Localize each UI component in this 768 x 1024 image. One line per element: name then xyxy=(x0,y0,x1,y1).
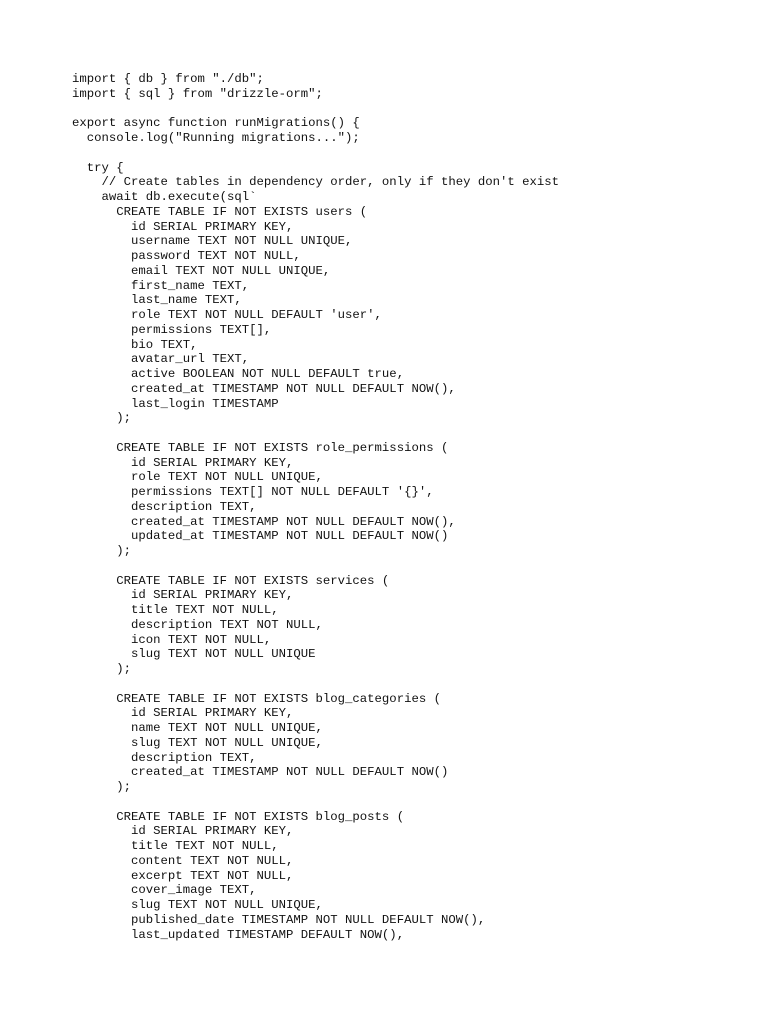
code-line: last_updated TIMESTAMP DEFAULT NOW(), xyxy=(72,927,405,942)
code-line: slug TEXT NOT NULL UNIQUE, xyxy=(72,735,323,750)
code-line: last_name TEXT, xyxy=(72,293,242,308)
code-line: role TEXT NOT NULL UNIQUE, xyxy=(72,470,323,485)
code-line: CREATE TABLE IF NOT EXISTS blog_posts ( xyxy=(72,809,405,824)
code-line xyxy=(72,559,559,574)
code-line: ); xyxy=(72,544,132,558)
code-line: CREATE TABLE IF NOT EXISTS role_permissions ( xyxy=(72,440,449,455)
code-line: // Create tables in dependency order, only if they don't exist xyxy=(72,175,560,190)
code-line: avatar_url TEXT, xyxy=(72,352,250,367)
code-line: import { sql } from "drizzle-orm"; xyxy=(72,86,323,101)
code-line xyxy=(72,102,559,117)
code-line: ); xyxy=(72,411,132,426)
code-line xyxy=(72,146,559,161)
code-line xyxy=(72,677,559,692)
code-line: export async function runMigrations() { xyxy=(72,116,360,131)
code-line: role TEXT NOT NULL DEFAULT 'user', xyxy=(72,308,382,322)
code-line: updated_at TIMESTAMP NOT NULL DEFAULT NOW() xyxy=(72,529,449,544)
code-line: excerpt TEXT NOT NULL, xyxy=(72,868,294,883)
code-listing xyxy=(72,72,559,942)
code-line: name TEXT NOT NULL UNIQUE, xyxy=(72,721,323,735)
code-line: await db.execute(sql` xyxy=(72,190,257,204)
code-line: id SERIAL PRIMARY KEY, xyxy=(72,824,294,839)
code-line: created_at TIMESTAMP NOT NULL DEFAULT NOW(), xyxy=(72,514,456,529)
code-line: title TEXT NOT NULL, xyxy=(72,603,279,617)
code-line: description TEXT NOT NULL, xyxy=(72,617,323,632)
code-line: permissions TEXT[], xyxy=(72,322,272,337)
code-line xyxy=(72,795,559,810)
code-line: published_date TIMESTAMP NOT NULL DEFAULT NOW(), xyxy=(72,912,486,927)
code-line: CREATE TABLE IF NOT EXISTS blog_categories ( xyxy=(72,691,441,706)
code-line: slug TEXT NOT NULL UNIQUE xyxy=(72,647,316,662)
code-line: ); xyxy=(72,662,132,676)
code-line xyxy=(72,426,559,441)
code-line: CREATE TABLE IF NOT EXISTS services ( xyxy=(72,573,390,588)
code-line: permissions TEXT[] NOT NULL DEFAULT '{}', xyxy=(72,485,434,499)
code-line: id SERIAL PRIMARY KEY, xyxy=(72,455,294,470)
code-line: created_at TIMESTAMP NOT NULL DEFAULT NOW() xyxy=(72,765,449,780)
code-line: title TEXT NOT NULL, xyxy=(72,839,279,853)
code-line: content TEXT NOT NULL, xyxy=(72,853,294,868)
code-line: ); xyxy=(72,780,132,794)
code-line: active BOOLEAN NOT NULL DEFAULT true, xyxy=(72,367,405,381)
code-line: id SERIAL PRIMARY KEY, xyxy=(72,219,294,234)
code-line: CREATE TABLE IF NOT EXISTS users ( xyxy=(72,204,368,219)
code-line: id SERIAL PRIMARY KEY, xyxy=(72,588,294,603)
code-line: description TEXT, xyxy=(72,499,257,514)
code-line: cover_image TEXT, xyxy=(72,883,257,898)
code-line: last_login TIMESTAMP xyxy=(72,396,279,411)
code-line: slug TEXT NOT NULL UNIQUE, xyxy=(72,898,323,912)
code-line: email TEXT NOT NULL UNIQUE, xyxy=(72,263,331,278)
code-line: id SERIAL PRIMARY KEY, xyxy=(72,706,294,721)
code-line: try { xyxy=(72,160,124,175)
code-line: created_at TIMESTAMP NOT NULL DEFAULT NOW(), xyxy=(72,381,456,396)
code-line: console.log("Running migrations..."); xyxy=(72,131,360,145)
code-line: password TEXT NOT NULL, xyxy=(72,249,301,263)
code-line: first_name TEXT, xyxy=(72,278,250,293)
code-line: icon TEXT NOT NULL, xyxy=(72,632,272,647)
code-line: username TEXT NOT NULL UNIQUE, xyxy=(72,234,353,249)
code-line: import { db } from "./db"; xyxy=(72,72,264,86)
code-line: bio TEXT, xyxy=(72,337,198,352)
code-line: description TEXT, xyxy=(72,750,257,765)
